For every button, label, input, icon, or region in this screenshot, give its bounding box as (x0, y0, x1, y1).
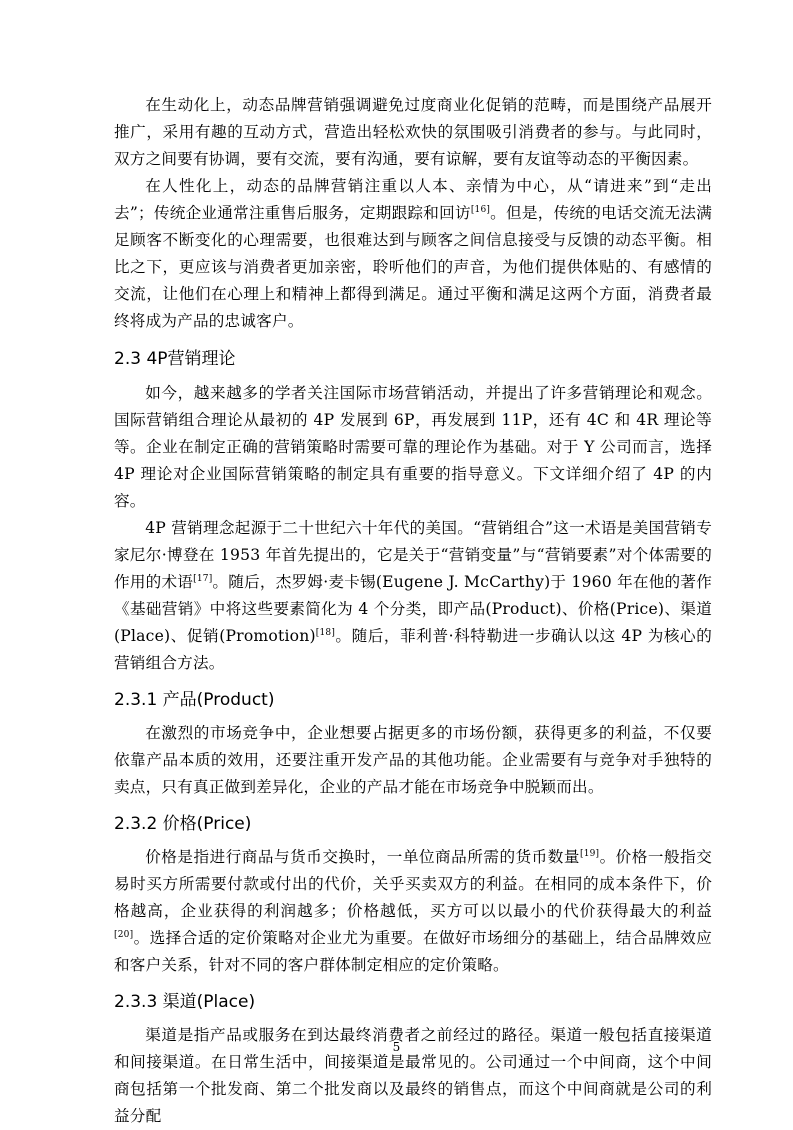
section-heading-2-3: 2.3 4P营销理论 (114, 349, 236, 369)
section-heading-2-3-3: 2.3.3 渠道(Place) (114, 992, 256, 1012)
section-heading-2-3-2: 2.3.2 价格(Price) (114, 814, 252, 834)
paragraph-place: 渠道是指产品或服务在到达最终消费者之前经过的路径。渠道一般包括直接渠道和间接渠道。在日常生活中，间接渠道是最常见的。公司通过一个中间商，这个中间商包括第一个批发商、第二个批发商以及最终的销售点，而这个中间商就是公司的利益分配 (114, 1026, 712, 1125)
section-heading-2-3-1: 2.3.1 产品(Product) (114, 690, 275, 710)
paragraph-4p-origin: 4P 营销理念起源于二十世纪六十年代的美国。“营销组合”这一术语是美国营销专家尼尔·博登在 1953 年首先提出的，它是关于“营销变量”与“营销要素”对个体需要的作用的术语[17]。随后，杰罗姆·麦卡锡(Eugene J. McCarthy)于 1960 年在他的著作《基础营销》中将这些要素简化为 4 个分类，即产品(Product)、价格(Price)、渠道(Place)、促销(Promotion)[18]。随后，菲利普·科特勒进一步确认以这 4P 为核心的营销组合方法。 (114, 519, 713, 672)
paragraph-price: 价格是指进行商品与货币交换时，一单位商品所需的货币数量[19]。价格一般指交易时买方所需要付款或付出的代价，关乎买卖双方的利益。在相同的成本条件下，价格越高，企业获得的利润越多；价格越低，买方可以以最小的代价获得最大的利益[20]。选择合适的定价策略对企业尤为重要。在做好市场细分的基础上，结合品牌效应和客户关系，针对不同的客户群体制定相应的定价策略。 (114, 848, 712, 974)
paragraph-vividness: 在生动化上，动态品牌营销强调避免过度商业化促销的范畴，而是围绕产品展开推广，采用有趣的互动方式，营造出轻松欢快的氛围吸引消费者的参与。与此同时，双方之间要有协调，要有交流，要有沟通，要有谅解，要有友谊等动态的平衡因素。 (114, 96, 712, 168)
citation: [19] (579, 849, 600, 859)
paragraph-product: 在激烈的市场竞争中，企业想要占据更多的市场份额，获得更多的利益，不仅要依靠产品本质的效用，还要注重开发产品的其他功能。企业需要有与竞争对手独特的卖点，只有真正做到差异化，企业的产品才能在市场竞争中脱颖而出。 (114, 724, 712, 796)
citation: [17] (193, 574, 213, 584)
paragraph-humanization: 在人性化上，动态的品牌营销注重以人本、亲情为中心，从“请进来”到“走出去”；传统企业通常注重售后服务，定期跟踪和回访[16]。但是，传统的电话交流无法满足顾客不断变化的心理需要，也很难达到与顾客之间信息接受与反馈的动态平衡。相比之下，更应该与消费者更加亲密，聆听他们的声音，为他们提供体贴的、有感情的交流，让他们在心理上和精神上都得到满足。通过平衡和满足这两个方面，消费者最终将成为产品的忠诚客户。 (114, 177, 712, 330)
citation: [18] (315, 628, 336, 638)
paragraph-4p-intro: 如今，越来越多的学者关注国际市场营销活动，并提出了许多营销理论和观念。国际营销组合理论从最初的 4P 发展到 6P，再发展到 11P，还有 4C 和 4R 理论等等。企业在制定正确的营销策略时需要可靠的理论作为基础。对于 Y 公司而言，选择 4P 理论对企业国际营销策略的制定具有重要的指导意义。下文详细介绍了 4P 的内容。 (114, 384, 712, 510)
citation: [20] (114, 930, 134, 940)
page-content (114, 92, 712, 1130)
citation: [16] (470, 205, 491, 215)
page-number: 5 (392, 1040, 401, 1054)
